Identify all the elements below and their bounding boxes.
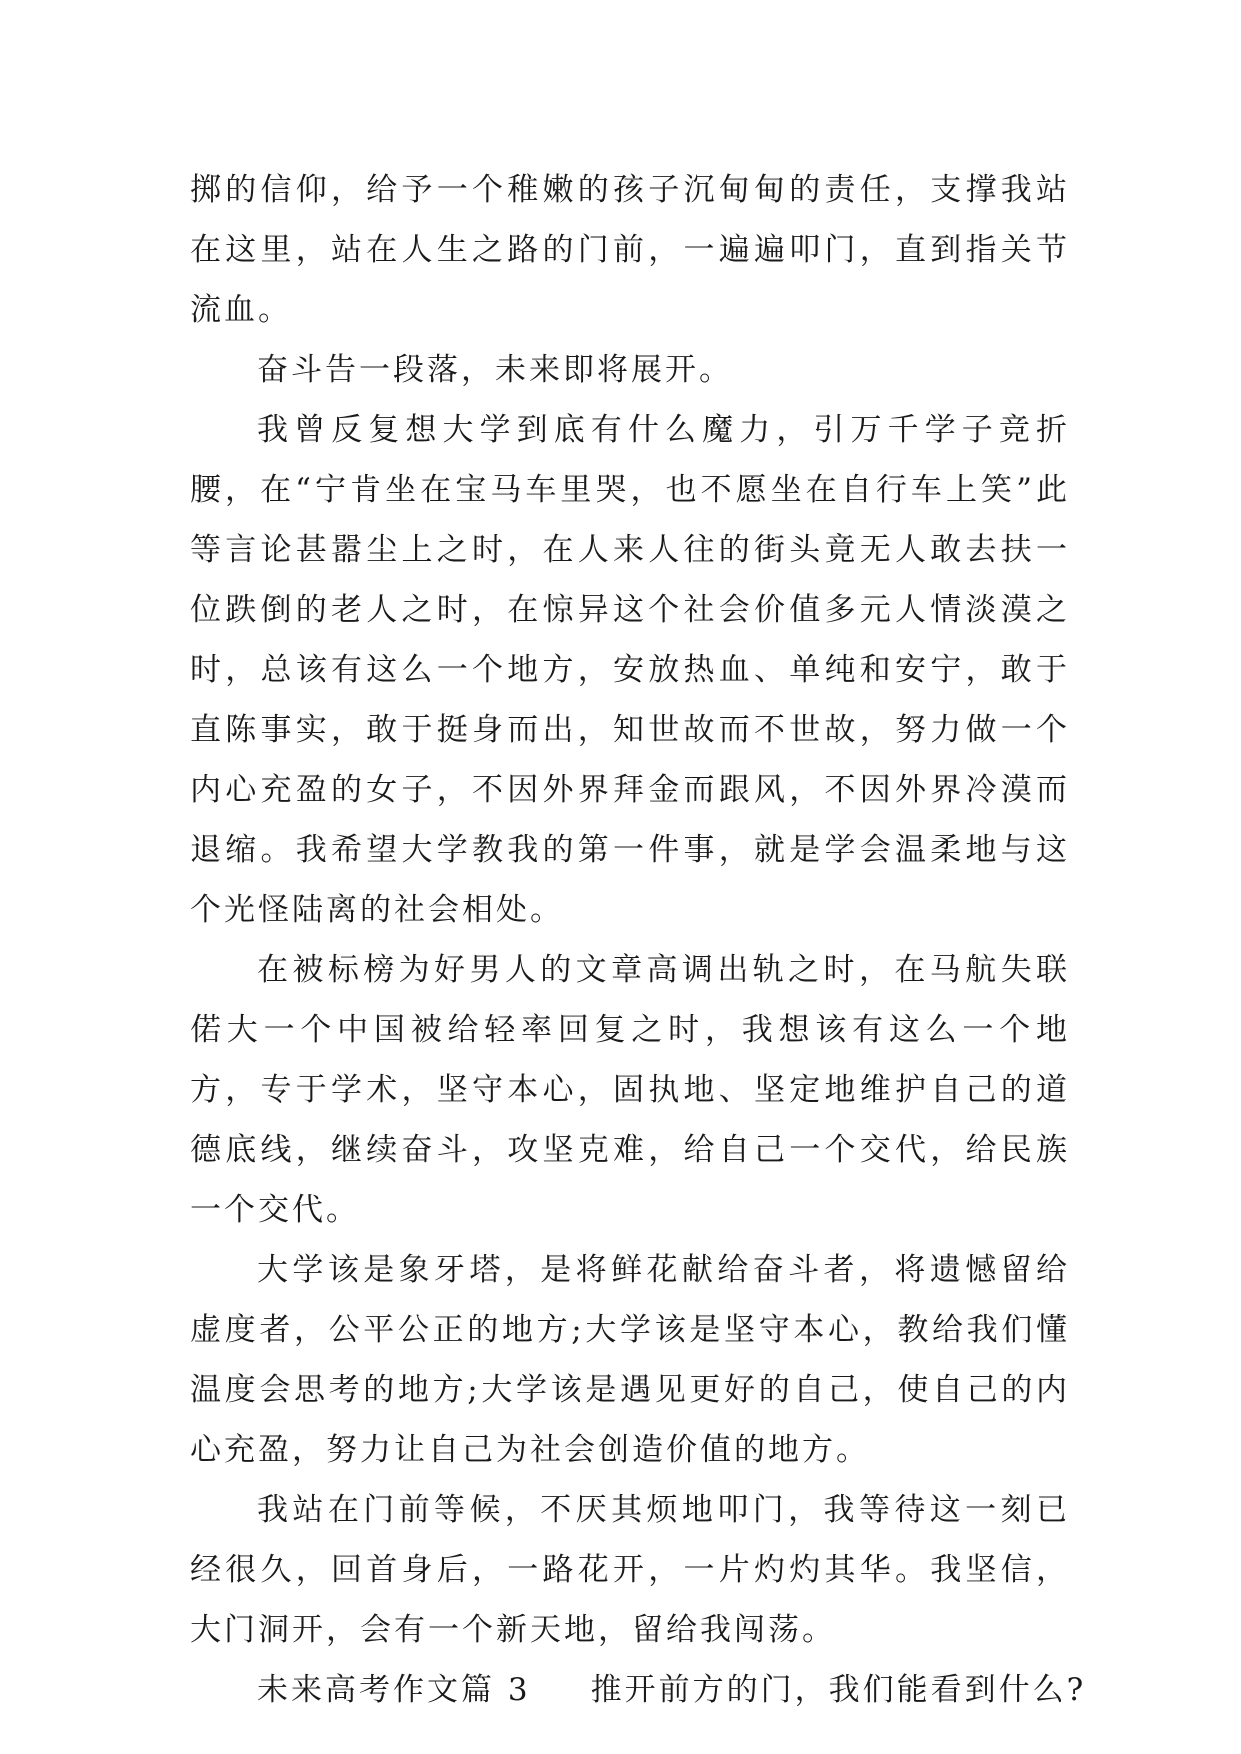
document-body: [190, 160, 1087, 1720]
paragraph: 奋斗告一段落，未来即将展开。: [257, 352, 733, 388]
section-heading: [190, 1660, 1087, 1720]
paragraph: 我曾反复想大学到底有什么魔力，引万千学子竞折腰，在“宁肯坐在宝马车里哭，也不愿坐在自行车上笑”此等言论甚嚣尘上之时，在人来人往的街头竟无人敢去扶一位跌倒的老人之时，在惊异这个社会价值多元人情淡漠之时，总该有这么一个地方，安放热血、单纯和安宁，敢于直陈事实，敢于挺身而出，知世故而不世故，努力做一个内心充盈的女子，不因外界拜金而跟风，不因外界冷漠而退缩。我希望大学教我的第一件事，就是学会温柔地与这个光怪陆离的社会相处。: [190, 412, 1070, 928]
section-title: 未来高考作文篇 3: [257, 1672, 531, 1708]
paragraph: 大学该是象牙塔，是将鲜花献给奋斗者，将遗憾留给虚度者，公平公正的地方;大学该是坚守本心，教给我们懂温度会思考的地方;大学该是遇见更好的自己，使自己的内心充盈，努力让自己为社会创造价值的地方。: [190, 1252, 1070, 1468]
paragraph: 我站在门前等候，不厌其烦地叩门，我等待这一刻已经很久，回首身后，一路花开，一片灼灼其华。我坚信，大门洞开，会有一个新天地，留给我闯荡。: [190, 1492, 1070, 1648]
paragraph: 在被标榜为好男人的文章高调出轨之时，在马航失联偌大一个中国被给轻率回复之时，我想该有这么一个地方，专于学术，坚守本心，固执地、坚定地维护自己的道德底线，继续奋斗，攻坚克难，给自己一个交代，给民族一个交代。: [190, 952, 1070, 1228]
paragraph-continuation: 掷的信仰，给予一个稚嫩的孩子沉甸甸的责任，支撑我站在这里，站在人生之路的门前，一遍遍叩门，直到指关节流血。: [190, 172, 1070, 328]
section-subtitle: 推开前方的门，我们能看到什么?: [590, 1672, 1087, 1708]
